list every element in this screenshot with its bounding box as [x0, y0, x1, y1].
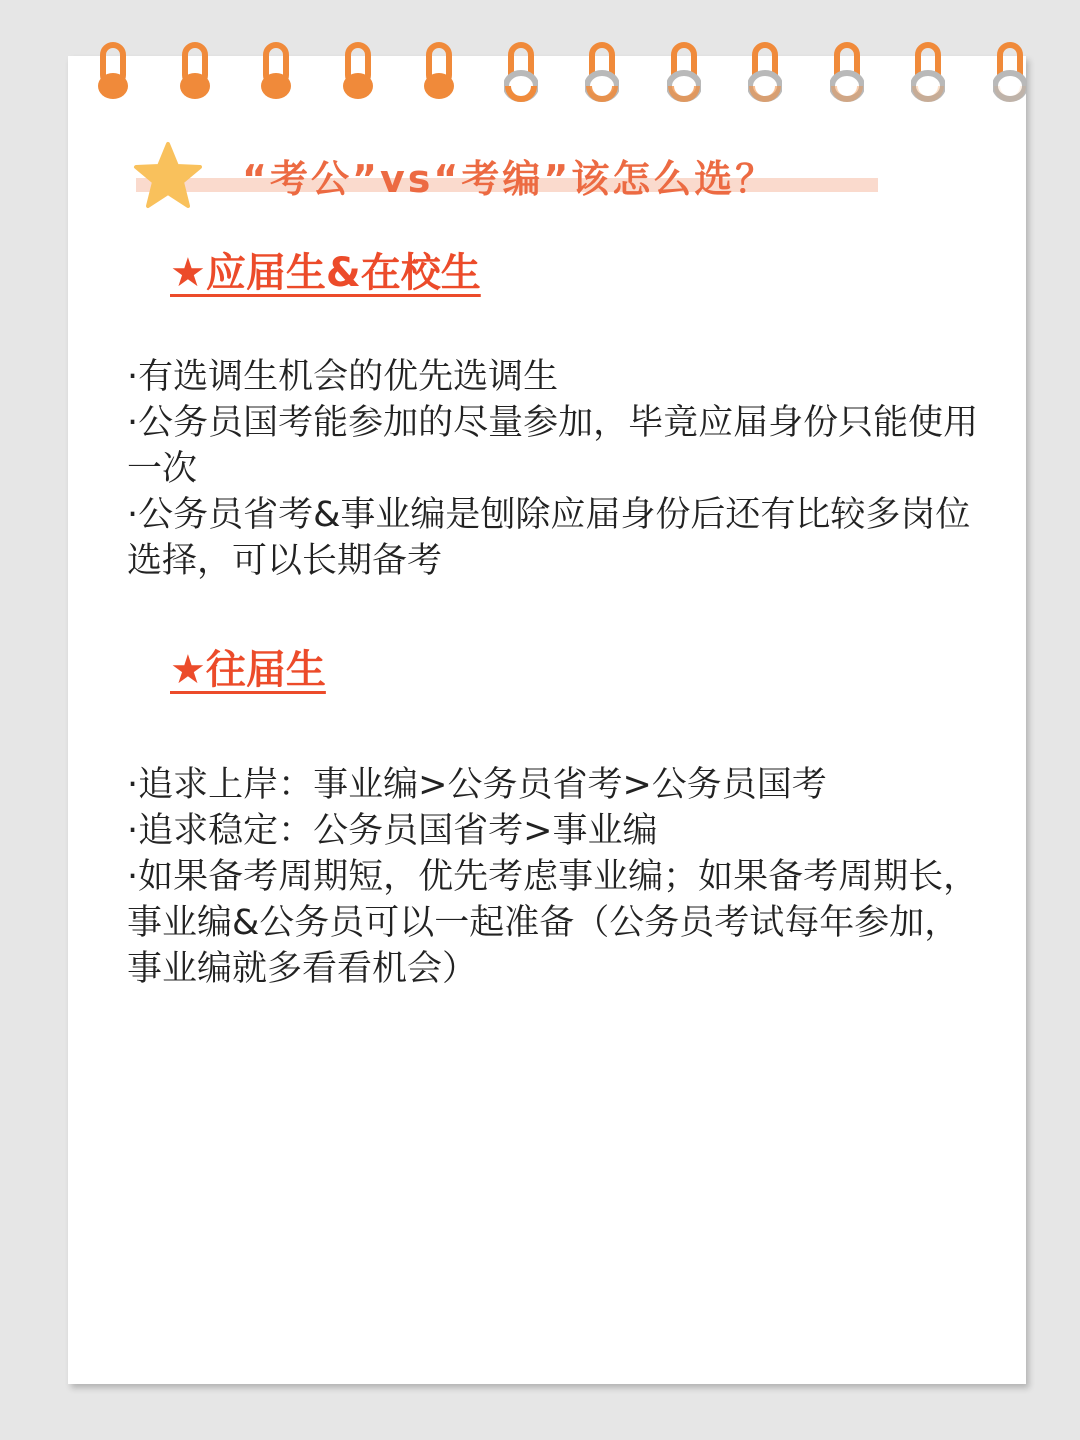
- section-heading-past-graduates: ★往届生: [170, 647, 326, 693]
- section-list-past-graduates: [127, 762, 987, 992]
- list-item: ·公务员国考能参加的尽量参加，毕竟应届身份只能使用一次: [127, 403, 979, 489]
- list-item: ·有选调生机会的优先选调生: [127, 357, 559, 397]
- list-item: ·公务员省考&事业编是刨除应届身份后还有比较多岗位选择，可以长期备考: [127, 495, 971, 581]
- star-icon: [132, 140, 204, 212]
- section-list-current-graduates: [127, 354, 987, 584]
- list-item: ·追求稳定：公务员国省考>事业编: [127, 811, 658, 851]
- page-title: “考公”vs“考编”该怎么选？: [242, 157, 777, 201]
- title-row: [132, 140, 892, 215]
- list-item: ·如果备考周期短，优先考虑事业编；如果备考周期长，事业编&公务员可以一起准备（公务员考试每年参加，事业编就多看看机会）: [127, 857, 979, 989]
- section-heading-current-graduates: ★应届生&在校生: [170, 250, 481, 296]
- list-item: ·追求上岸：事业编>公务员省考>公务员国考: [127, 765, 827, 805]
